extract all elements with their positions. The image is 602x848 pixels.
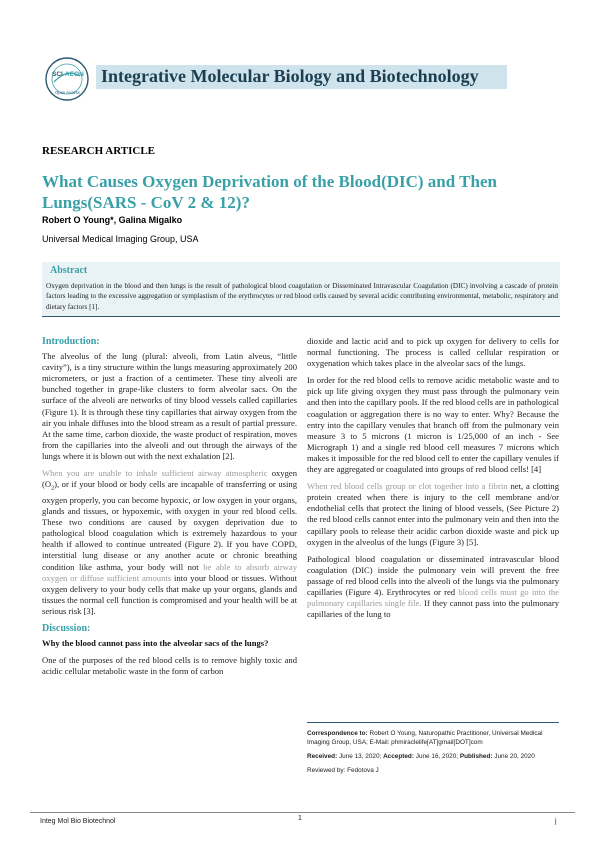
journal-title: Integrative Molecular Biology and Biotechnology (101, 66, 479, 86)
intro-paragraph-1: The alveolus of the lung (plural: alveoli, from Latin alveus, “little cavity”), is a tiny structure within the lungs measuring approximately 200 micrometers, or just a fraction of a centimeter. These tiny alveoli are bunched together in grape-like clusters to form alveolar sacs. On the surface of the alveoli are networks of tiny blood vessels called capillaries (Figure 1). It is through these tiny capillaries that airway oxygen from the air you inhale diffuses into the blood stream as a result of partial pressure. At the same time, carbon dioxide, the waste product of respiration, moves from the capillaries into the alveoli and out through the airways of the lungs where it is blown out with the next exhalation [2]. (42, 351, 297, 461)
correspondence: Correspondence to: Robert O Young, Naturopathic Practitioner, Universal Medical Imaging Group, USA; E-Mail: phmiraclelife[AT]gmail[DOT]com (307, 730, 543, 746)
faded-text: When you are unable to inhale sufficient airway atmospheric (42, 468, 268, 479)
article-type: RESEARCH ARTICLE (42, 145, 156, 157)
right-column (307, 336, 559, 626)
faded-text: blood cells must go into the pulmonary capillaries single file. (307, 586, 559, 609)
faded-text: be able to absorb airway oxygen or diffuse sufficient amounts (42, 561, 297, 583)
logo-text-sci: SCI (52, 71, 63, 78)
logo-text-aeon: AEON (65, 71, 84, 78)
left-column (42, 336, 297, 683)
faded-text: When red blood cells group or clot together into a fibrin (307, 481, 508, 492)
intro-paragraph-2: When you are unable to inhale sufficient airway atmospheric oxygen $(O_2)$, or if your blood or body cells are incapable of transferring or using oxygen properly, you can become hypoxic, or low oxygen in your organs, glands and tissues, or hypoxemic, with oxygen in your red blood cells. These two conditions are caused by oxygen deprivation due to pathological blood coagulation which is extremely hazardous to your health if allowed to continue untreated (Figure 2). If you have COPD, interstitial lung disease or any another acute or chronic breathing condition like asthma, your body will not be able to absorb airway oxygen or diffuse sufficient amounts into your blood or tissues. Without oxygen delivery to your body cells that make up your organs, glands and tissues the normal cell function is compromised and your health will be at serious risk [3]. (42, 468, 297, 616)
introduction-heading: Introduction: (42, 336, 100, 347)
journal-logo (44, 56, 90, 102)
footer-divider (30, 812, 575, 813)
correspondence-block (307, 729, 562, 780)
discussion-paragraph-1: One of the purposes of the red blood cells is to remove highly toxic and acidic cellular metabolic waste in the form of carbon (42, 655, 297, 677)
right-paragraph-1: dioxide and lactic acid and to pick up oxygen for delivery to cells for normal functioning. The process is called cellular respiration or oxygenation which takes place in the alveolar sacs of the lungs. (307, 336, 559, 369)
footer-journal: Integ Mol Bio Biotechnol (40, 818, 116, 825)
abstract-heading: Abstract (50, 265, 88, 276)
logo-text-open-access: Open Access (55, 90, 80, 95)
question-subheading: Why the blood cannot pass into the alveolar sacs of the lungs? (42, 638, 269, 649)
right-paragraph-4: Pathological blood coagulation or disseminated intravascular blood coagulation (DIC) inside the pulmonary vein will prevent the free passage of red blood cells into the alveoli of the lungs via the pulmonary capillaries (Figure 4). Erythrocytes or red blood cells must go into the pulmonary capillaries single file. If they cannot pass into the pulmonary capillaries of the lung to (307, 553, 559, 620)
dates: Received: June 13, 2020; Accepted: June 16, 2020; Published: June 20, 2020 (307, 753, 535, 760)
discussion-heading: Discussion: (42, 622, 91, 634)
reviewed-by: Reviewed by: Fedotova J (307, 767, 379, 774)
footer-mark: j (555, 818, 557, 825)
abstract-text: Oxygen deprivation in the blood and then lungs is the result of pathological blood coagulation or Disseminated Intravascular Coagulation (DIC) involving a cascade of protein factors leading to the excessive aggregation or symplastism of the erythrocytes or red blood cells caused by several acidic contributing environmental, metabolic, respiratory and dietary factors [1]. (46, 282, 558, 311)
right-paragraph-3: When red blood cells group or clot together into a fibrin net, a clotting protein created when there is injury to the cell membrane and/or endothelial cells that protect the lining of blood vessels, (See Picture 2) the red blood cells cannot enter into the pulmonary vein and then into the capillary pools to release their acidic carbon dioxide waste and pick up oxygen in the alveolus of the lungs (Figure 3) [5]. (307, 481, 560, 547)
authors: Robert O Young*, Galina Migalko (42, 215, 183, 225)
affiliation: Universal Medical Imaging Group, USA (42, 234, 199, 244)
right-paragraph-2: In order for the red blood cells to remove acidic metabolic waste and to pick up life giving oxygen they must pass through the pulmonary vein and then into the capillary pools. If the red blood cells are in pathological coagulation or aggregation there is no way to enter. Why? Because the entry into the capillary venules that branch off from the pulmonary vein measure 3 to 5 microns (1 micron is 1/25,000 of an inch - See Micrograph 1) and a single red blood cell measures 7 microns which makes it impossible for the red blood cell to enter the capillary venules if they are aggregated or coagulated into groups of red blood cells! [4] (307, 375, 560, 475)
correspondence-divider (307, 722, 559, 723)
article-title: What Causes Oxygen Deprivation of the Blood(DIC) and Then Lungs(SARS - CoV 2 & 12)? (42, 172, 497, 212)
page-number: 1 (298, 815, 302, 822)
